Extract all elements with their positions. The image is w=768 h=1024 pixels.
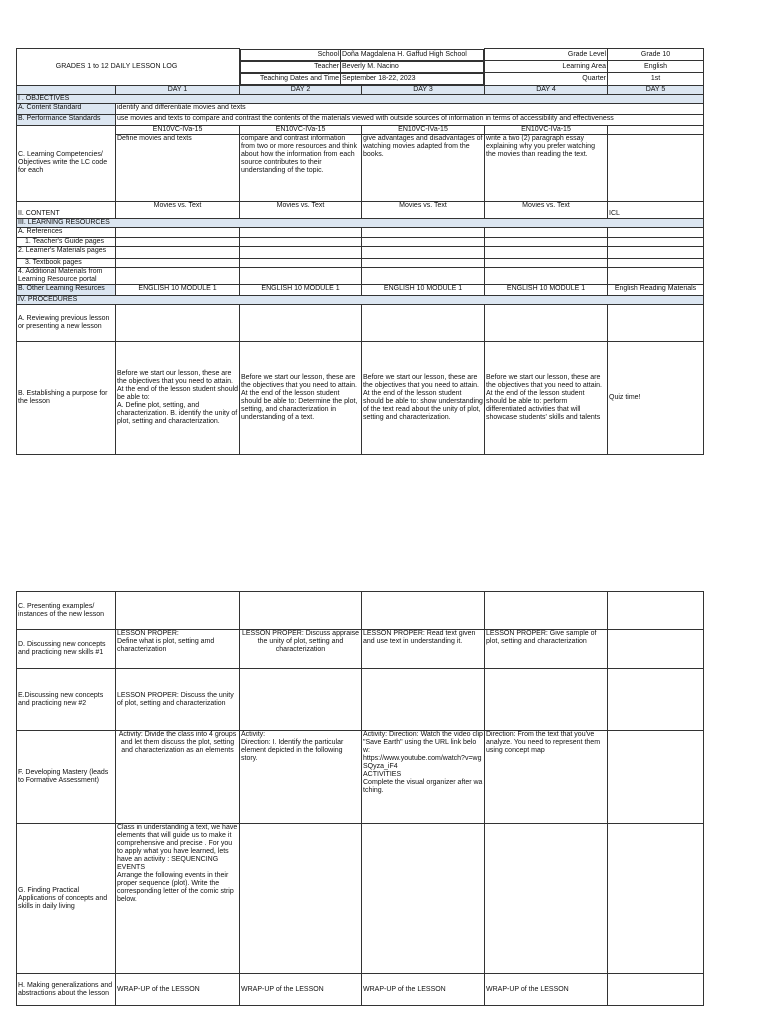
procedure-d-day-2: LESSON PROPER: Discuss appraise the unity of plot, setting and characterization [240, 630, 362, 669]
procedure-g-day-5 [608, 824, 704, 974]
textbook-label: 3. Textbook pages [17, 258, 116, 267]
procedure-g-label: G. Finding Practical Applications of concepts and skills in daily living [17, 824, 116, 974]
learning-area-value: English [608, 61, 704, 73]
procedure-d-day-1: LESSON PROPER: Define what is plot, setting amd characterization [116, 630, 240, 669]
procedure-d-day-4: LESSON PROPER: Give sample of plot, setting and characterization [485, 630, 608, 669]
quarter-value: 1st [608, 73, 704, 86]
lesson-log-table-top [16, 48, 704, 455]
teachers-guide-label: 1. Teacher's Guide pages [17, 237, 116, 246]
procedure-b-day-1: Before we start our lesson, these are the objectives that you need to attain. At the end of the lesson student should be able to: A. Define plot, setting, and characterization. B. identify the unity of plot, setting and characterization. [116, 341, 240, 454]
procedure-b-day-2: Before we start our lesson, these are the objectives that you need to attain. At the end of the lesson student should be able to: Determine the plot, setting, and characterization in understanding of a text. [240, 341, 362, 454]
lesson-log-page-1 [16, 48, 703, 455]
resources-heading: III. LEARNING RESOURCES [17, 218, 704, 227]
performance-standards-value: use movies and texts to compare and contrast the contents of the materials viewed with outside sources of information in terms of accessibility and effectiveness [116, 114, 704, 125]
procedure-a-label: A. Reviewing previous lesson or presenting a new lesson [17, 304, 116, 341]
procedure-g-day-4 [485, 824, 608, 974]
competency-day-2: compare and contrast information from two or more resources and think about how the information from each source contributes to their understanding of the topic. [240, 134, 362, 201]
procedure-f-day-1: Activity: Divide the class into 4 groups and let them discuss the plot, setting and characterization as an elements [116, 731, 240, 824]
grade-level-label: Grade Level [485, 49, 608, 61]
teacher-label: Teacher [241, 61, 341, 72]
day-1-header: DAY 1 [116, 85, 240, 94]
procedure-e-day-5 [608, 669, 704, 731]
content-standard-label: A. Content Standard [17, 103, 116, 114]
procedure-b-day-3: Before we start our lesson, these are the objectives that you need to attain. At the end of the lesson student should be able to: show understanding of the text read about the unity of plot, setting and characterization. [362, 341, 485, 454]
day-4-header: DAY 4 [485, 85, 608, 94]
references-label: A. References [17, 227, 116, 237]
competency-day-3: give advantages and disadvantages of watching movies adapted from the books. [362, 134, 485, 201]
school-label: School [241, 49, 341, 60]
procedure-f-day-4: Direction: From the text that you've analyze. You need to represent them using concept map [485, 731, 608, 824]
procedure-b-day-4: Before we start our lesson, these are the objectives that you need to attain. At the end of the lesson student should be able to: perform differentiated activities that will showcase students' skills and talents [485, 341, 608, 454]
procedure-e-day-1: LESSON PROPER: Discuss the unity of plot, setting and characterization [116, 669, 240, 731]
lesson-log-table-bottom [16, 591, 704, 1006]
content-standard-value: identify and differentiate movies and texts [116, 103, 704, 114]
procedure-e-day-3 [362, 669, 485, 731]
other-resources-day-1: ENGLISH 10 MODULE 1 [116, 284, 240, 295]
day-5-header: DAY 5 [608, 85, 704, 94]
procedure-h-day-1: WRAP-UP of the LESSON [116, 974, 240, 1006]
other-resources-day-2: ENGLISH 10 MODULE 1 [240, 284, 362, 295]
day-2-header: DAY 2 [240, 85, 362, 94]
procedures-heading: IV. PROCEDURES [17, 295, 704, 304]
dates-value: September 18-22, 2023 [341, 73, 484, 84]
procedure-d-day-5 [608, 630, 704, 669]
procedure-e-day-2 [240, 669, 362, 731]
lc-code-day-1: EN10VC-IVa-15 [116, 125, 240, 134]
procedure-h-day-2: WRAP-UP of the LESSON [240, 974, 362, 1006]
procedure-b-day-5: Quiz time! [608, 341, 704, 454]
objectives-heading: I . OBJECTIVES [17, 94, 704, 103]
content-day-4: Movies vs. Text [485, 201, 608, 218]
lc-code-day-4: EN10VC-IVa-15 [485, 125, 608, 134]
competency-day-4: write a two (2) paragraph essay explaining why you prefer watching the movies than reading the text. [485, 134, 608, 201]
teacher-value: Beverly M. Nacino [341, 61, 484, 72]
lc-code-day-3: EN10VC-IVa-15 [362, 125, 485, 134]
content-label: II. CONTENT [17, 201, 116, 218]
procedure-f-day-3: Activity: Direction: Watch the video clip "Save Earth" using the URL link below: https://www.youtube.com/watch?v=wgSQyza_iF4 ACTIVITIES Complete the visual organizer after watching. [362, 731, 485, 824]
procedure-d-label: D. Discussing new concepts and practicing new skills #1 [17, 630, 116, 669]
learners-materials-label: 2. Learner's Materials pages [17, 246, 116, 258]
procedure-d-day-3: LESSON PROPER: Read text given and use text in understanding it. [362, 630, 485, 669]
procedure-e-label: E.Discussing new concepts and practicing new #2 [17, 669, 116, 731]
school-value: Doña Magdalena H. Gaffud High School [341, 49, 484, 60]
content-day-1: Movies vs. Text [116, 201, 240, 218]
competencies-label: C. Learning Competencies/ Objectives write the LC code for each [17, 125, 116, 201]
learning-resource-portal-label: 4. Additional Materials from Learning Resource portal [17, 267, 116, 284]
competency-day-1: Define movies and texts [116, 134, 240, 201]
procedure-h-day-3: WRAP-UP of the LESSON [362, 974, 485, 1006]
procedure-f-day-2: Activity: Direction: I. Identify the particular element depicted in the following story. [240, 731, 362, 824]
content-day-5: ICL [608, 201, 704, 218]
quarter-label: Quarter [485, 73, 608, 86]
procedure-b-label: B. Establishing a purpose for the lesson [17, 341, 116, 454]
other-resources-label: B. Other Learning Resurces [17, 284, 116, 295]
learning-area-label: Learning Area [485, 61, 608, 73]
grade-level-value: Grade 10 [608, 49, 704, 61]
procedure-c-label: C. Presenting examples/ instances of the new lesson [17, 592, 116, 630]
content-day-2: Movies vs. Text [240, 201, 362, 218]
procedure-f-day-5 [608, 731, 704, 824]
log-title: GRADES 1 to 12 DAILY LESSON LOG [17, 49, 240, 86]
content-day-3: Movies vs. Text [362, 201, 485, 218]
dates-label: Teaching Dates and Time [241, 73, 341, 84]
procedure-e-day-4 [485, 669, 608, 731]
lc-code-day-2: EN10VC-IVa-15 [240, 125, 362, 134]
procedure-f-label: F. Developing Mastery (leads to Formative Assessment) [17, 731, 116, 824]
procedure-h-label: H. Making generalizations and abstractions about the lesson [17, 974, 116, 1006]
other-resources-day-3: ENGLISH 10 MODULE 1 [362, 284, 485, 295]
lc-code-day-5 [608, 125, 704, 134]
procedure-g-day-1: Class in understanding a text, we have elements that will guide us to make it comprehensive and precise . For you to apply what you have learned, lets have an activity : SEQUENCING EVENTS Arrange the following events in their proper sequence (plot). Write the corresponding letter of the comic strip below. [116, 824, 240, 974]
procedure-g-day-2 [240, 824, 362, 974]
competency-day-5 [608, 134, 704, 201]
other-resources-day-4: ENGLISH 10 MODULE 1 [485, 284, 608, 295]
performance-standards-label: B. Performance Standards [17, 114, 116, 125]
lesson-log-page-2 [16, 591, 703, 1006]
other-resources-day-5: English Reading Materials [608, 284, 704, 295]
procedure-h-day-4: WRAP-UP of the LESSON [485, 974, 608, 1006]
procedure-g-day-3 [362, 824, 485, 974]
procedure-h-day-5 [608, 974, 704, 1006]
day-3-header: DAY 3 [362, 85, 485, 94]
